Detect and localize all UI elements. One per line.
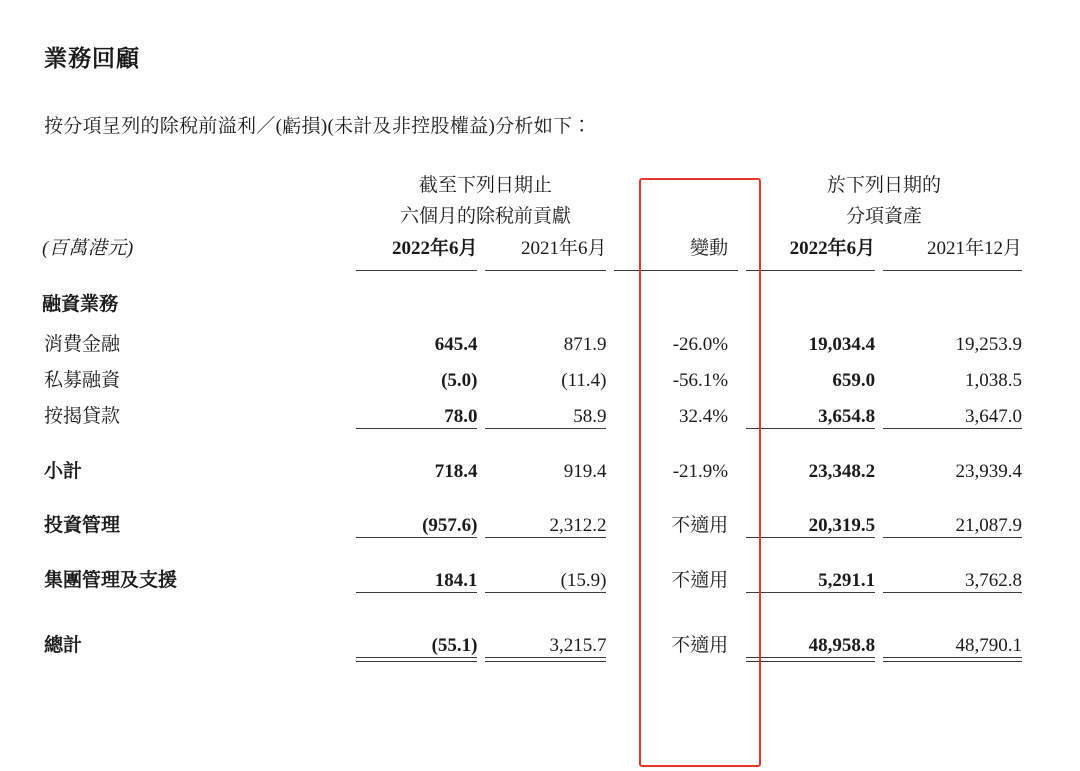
row-label-consumer-finance: 消費金融 <box>44 334 121 355</box>
double-rule-assets-2022jun <box>746 657 883 662</box>
column-header-assets-2022jun: 2022年6月 <box>789 238 876 259</box>
header-group-right-line1: 於下列日期的 <box>827 175 942 196</box>
header-row-group-2 <box>42 203 1022 234</box>
header-row-group-1 <box>42 172 1022 203</box>
cell-mortgage-loans-2021h1: 58.9 <box>573 406 607 427</box>
cell-subtotal-assets-2021dec: 23,939.4 <box>955 461 1022 482</box>
total-double-rule-row <box>42 657 1022 662</box>
cell-mortgage-loans-change: 32.4% <box>679 406 729 427</box>
cell-total-assets-2022jun: 48,958.8 <box>808 635 876 656</box>
cell-mortgage-loans-2022h1: 78.0 <box>444 406 478 427</box>
cell-investment-management-2022h1: (957.6) <box>422 515 478 536</box>
cell-group-management-2021h1: (15.9) <box>560 570 607 591</box>
cell-group-management-change: 不適用 <box>671 570 729 591</box>
cell-total-assets-2021dec: 48,790.1 <box>955 635 1022 656</box>
spacer <box>42 429 1022 447</box>
cell-total-2021h1: 3,215.7 <box>549 635 607 656</box>
spacer <box>42 593 1022 611</box>
column-header-2021h1: 2021年6月 <box>520 238 607 259</box>
header-blank-change-1 <box>614 172 746 203</box>
table-row <box>42 320 1022 356</box>
double-rule-2021h1 <box>485 657 614 662</box>
cell-consumer-finance-assets-2022jun: 19,034.4 <box>808 334 876 355</box>
spacer <box>42 611 1022 621</box>
cell-consumer-finance-2022h1: 645.4 <box>434 334 478 355</box>
cell-investment-management-assets-2022jun: 20,319.5 <box>808 515 876 536</box>
cell-private-financing-2021h1: (11.4) <box>561 370 607 391</box>
row-label-investment-management: 投資管理 <box>44 515 121 536</box>
cell-consumer-finance-2021h1: 871.9 <box>563 334 607 355</box>
column-header-change: 變動 <box>690 238 729 259</box>
header-row-columns <box>42 233 1022 270</box>
cell-subtotal-2021h1: 919.4 <box>563 461 607 482</box>
cell-subtotal-2022h1: 718.4 <box>434 461 478 482</box>
row-label-mortgage-loans: 按揭貸款 <box>44 406 121 427</box>
cell-investment-management-assets-2021dec: 21,087.9 <box>955 515 1022 536</box>
financial-table <box>42 172 1022 662</box>
table-header <box>42 172 1022 271</box>
row-label-subtotal: 小計 <box>44 461 83 482</box>
header-group-left-line1: 截至下列日期止 <box>418 175 552 196</box>
group-name-financing: 融資業務 <box>42 294 119 315</box>
row-label-group-management: 集團管理及支援 <box>44 570 178 591</box>
row-label-private-financing: 私募融資 <box>44 370 121 391</box>
header-blank-2 <box>42 203 356 234</box>
header-group-right-line2: 分項資產 <box>846 205 923 227</box>
header-group-left-line2: 六個月的除稅前貢獻 <box>399 205 571 227</box>
table-row <box>42 501 1022 537</box>
cell-total-2022h1: (55.1) <box>431 635 478 656</box>
table-row-subtotal <box>42 447 1022 483</box>
cell-consumer-finance-assets-2021dec: 19,253.9 <box>955 334 1022 355</box>
double-rule-change <box>614 657 746 662</box>
column-header-2022h1: 2022年6月 <box>391 238 478 259</box>
lead-paragraph: 按分項呈列的除稅前溢利／(虧損)(未計及非控股權益)分析如下： <box>44 116 592 137</box>
row-label-total: 總計 <box>44 635 83 656</box>
spacer <box>42 483 1022 501</box>
spacer <box>42 538 1022 556</box>
header-blank-1 <box>42 172 356 203</box>
cell-private-financing-assets-2021dec: 1,038.5 <box>965 370 1022 391</box>
double-rule-assets-2021dec <box>883 657 1022 662</box>
cell-consumer-finance-change: -26.0% <box>672 334 729 355</box>
cell-investment-management-2021h1: 2,312.2 <box>549 515 607 536</box>
cell-private-financing-change: -56.1% <box>672 370 729 391</box>
cell-mortgage-loans-assets-2022jun: 3,654.8 <box>818 406 876 427</box>
group-heading-row <box>42 271 1022 320</box>
table-row <box>42 556 1022 592</box>
cell-investment-management-change: 不適用 <box>671 515 729 536</box>
table-body <box>42 271 1022 662</box>
double-rule-2022h1 <box>356 657 485 662</box>
cell-subtotal-assets-2022jun: 23,348.2 <box>808 461 876 482</box>
table-row <box>42 392 1022 428</box>
cell-group-management-assets-2021dec: 3,762.8 <box>965 570 1022 591</box>
cell-group-management-2022h1: 184.1 <box>434 570 478 591</box>
header-blank-change-2 <box>614 203 746 234</box>
column-header-assets-2021dec: 2021年12月 <box>926 238 1022 259</box>
cell-subtotal-change: -21.9% <box>672 461 729 482</box>
unit-label: (百萬港元) <box>42 238 134 259</box>
cell-total-change: 不適用 <box>671 635 729 656</box>
table-row-total <box>42 621 1022 657</box>
cell-private-financing-2022h1: (5.0) <box>441 370 478 391</box>
cell-mortgage-loans-assets-2021dec: 3,647.0 <box>965 406 1022 427</box>
cell-private-financing-assets-2022jun: 659.0 <box>832 370 876 391</box>
page-title: 業務回顧 <box>44 46 140 71</box>
table-row <box>42 356 1022 392</box>
cell-group-management-assets-2022jun: 5,291.1 <box>818 570 876 591</box>
